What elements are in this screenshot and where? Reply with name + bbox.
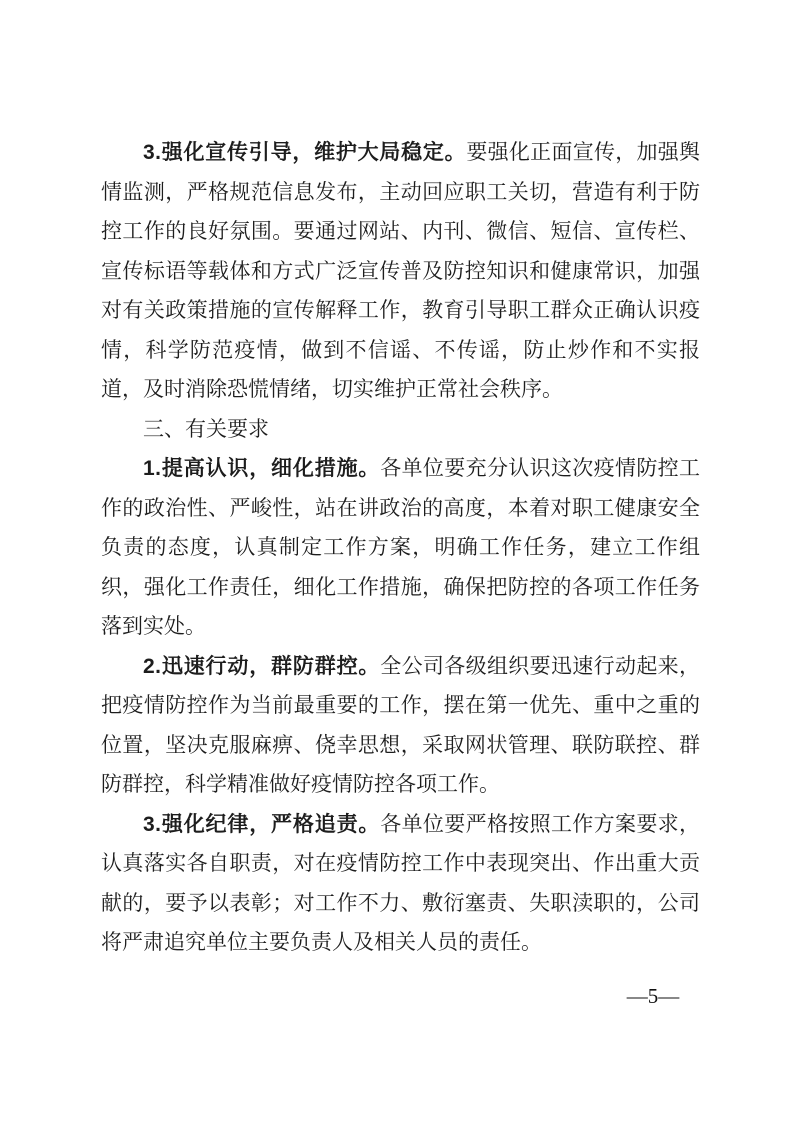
paragraph-action-lead: 2.迅速行动，群防群控。 (143, 654, 381, 678)
paragraph-action (101, 647, 700, 805)
paragraph-publicity-body: 要强化正面宣传，加强舆情监测，严格规范信息发布，主动回应职工关切，营造有利于防控工作的良好氛围。要通过网站、内刊、微信、短信、宣传栏、宣传标语等载体和方式广泛宣传普及防控知识和健康常识，加强对有关政策措施的宣传解释工作，教育引导职工群众正确认识疫情，科学防范疫情，做到不信谣、不传谣，防止炒作和不实报道，及时消除恐慌情绪，切实维护正常社会秩序。 (101, 141, 700, 401)
paragraph-discipline-lead: 3.强化纪律，严格追责。 (143, 812, 381, 836)
document-body (101, 133, 700, 963)
paragraph-awareness (101, 449, 700, 647)
paragraph-awareness-lead: 1.提高认识，细化措施。 (143, 457, 381, 480)
paragraph-action-body: 全公司各级组织要迅速行动起来，把疫情防控作为当前最重要的工作，摆在第一优先、重中之重的位置，坚决克服麻痹、侥幸思想，采取网状管理、联防联控、群防群控，科学精准做好疫情防控各项工作。 (101, 654, 700, 796)
page-number: —5— (626, 984, 680, 1008)
paragraph-awareness-body: 各单位要充分认识这次疫情防控工作的政治性、严峻性，站在讲政治的高度，本着对职工健康安全负责的态度，认真制定工作方案，明确工作任务，建立工作组织，强化工作责任，细化工作措施，确保把防控的各项工作任务落到实处。 (101, 457, 700, 638)
paragraph-publicity-lead: 3.强化宣传引导，维护大局稳定。 (143, 141, 467, 164)
paragraph-publicity (101, 133, 700, 410)
paragraph-discipline (101, 805, 700, 963)
paragraph-discipline-body: 各单位要严格按照工作方案要求，认真落实各自职责，对在疫情防控工作中表现突出、作出重大贡献的，要予以表彰；对工作不力、敷衍塞责、失职渎职的，公司将严肃追究单位主要负责人及相关人员的责任。 (101, 812, 700, 954)
section-heading: 三、有关要求 (143, 417, 269, 441)
